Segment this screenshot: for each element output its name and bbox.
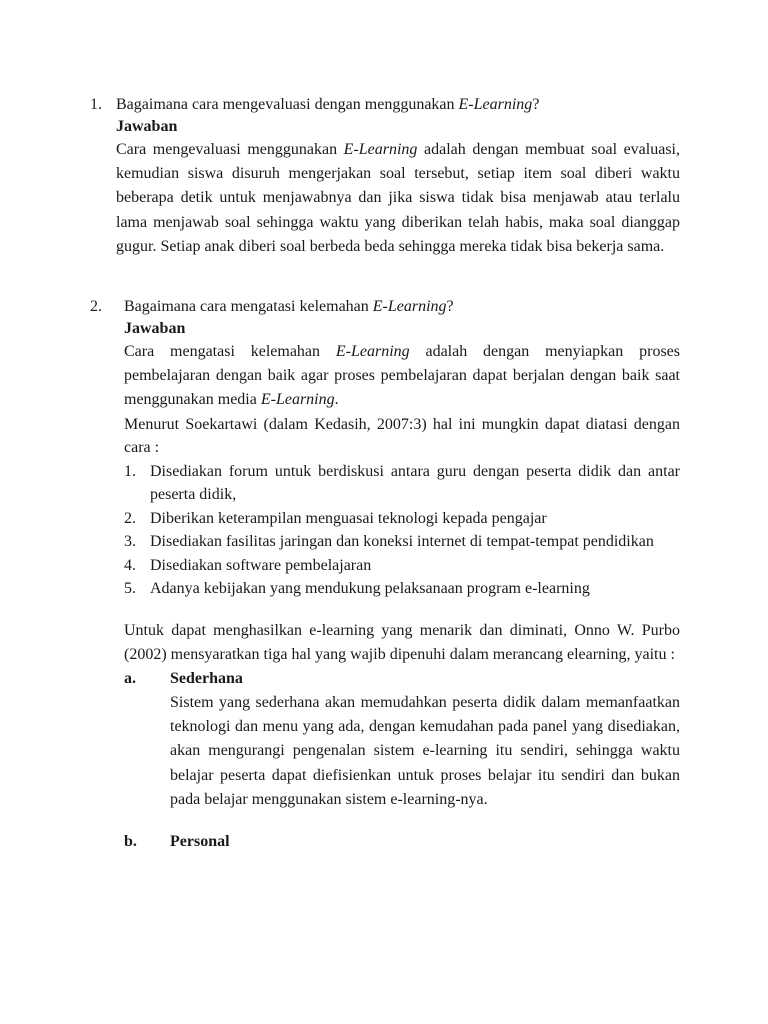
citation-paragraph: Menurut Soekartawi (dalam Kedasih, 2007:3) hal ini mungkin dapat diatasi dengan cara : <box>124 415 680 457</box>
list-item <box>124 530 680 554</box>
question-text <box>124 296 454 318</box>
question-number: 2. <box>90 298 102 315</box>
criteria-title: Personal <box>170 833 230 851</box>
list-number: 4. <box>124 556 136 574</box>
list-text: Adanya kebijakan yang mendukung pelaksanaan program e-learning <box>150 580 590 598</box>
question-emphasis: E-Learning <box>372 298 447 315</box>
question-1 <box>90 94 680 259</box>
answer-emphasis: E-Learning <box>260 391 335 409</box>
intro-paragraph: Untuk dapat menghasilkan e-learning yang menarik dan diminati, Onno W. Purbo (2002) mensyaratkan tiga hal yang wajib dipenuhi dalam merancang elearning, yaitu : <box>124 621 680 663</box>
question-text-part: ? <box>532 96 540 113</box>
answer-text-part: Cara mengatasi kelemahan <box>124 343 336 360</box>
answer-1 <box>116 116 680 259</box>
question-text <box>116 94 539 116</box>
steps-list <box>124 460 680 601</box>
answer-2 <box>124 318 680 854</box>
question-text-part: Bagaimana cara mengatasi kelemahan <box>124 298 373 315</box>
criteria-letter: b. <box>124 833 137 851</box>
answer-text-part: Cara mengevaluasi menggunakan <box>116 141 344 158</box>
list-item <box>124 577 680 601</box>
question-1-heading <box>90 94 680 116</box>
list-item <box>124 507 680 531</box>
question-text-part: Bagaimana cara mengevaluasi dengan menggunakan <box>116 96 459 113</box>
list-text: Disediakan forum untuk berdiskusi antara guru dengan peserta didik dan antar peserta didik, <box>150 462 680 504</box>
list-item <box>124 460 680 507</box>
question-2-heading <box>90 296 680 318</box>
list-number: 2. <box>124 509 136 527</box>
criteria-heading-b <box>124 830 680 854</box>
answer-paragraph <box>124 340 680 413</box>
list-item <box>124 554 680 578</box>
list-text: Diberikan keterampilan menguasai teknologi kepada pengajar <box>150 509 547 527</box>
spacer <box>124 812 680 830</box>
question-emphasis: E-Learning <box>458 96 533 113</box>
answer-label: Jawaban <box>124 320 186 337</box>
question-2 <box>90 296 680 854</box>
answer-label: Jawaban <box>116 118 178 135</box>
answer-emphasis: E-Learning <box>335 343 410 360</box>
spacer <box>124 601 680 619</box>
list-number: 5. <box>124 580 136 598</box>
list-text: Disediakan software pembelajaran <box>150 556 372 574</box>
list-number: 1. <box>124 462 136 480</box>
list-number: 3. <box>124 533 136 551</box>
question-text-part: ? <box>446 298 454 315</box>
criteria-letter: a. <box>124 670 136 688</box>
answer-emphasis: E-Learning <box>343 141 418 158</box>
answer-paragraph <box>116 138 680 259</box>
criteria-title: Sederhana <box>170 670 243 688</box>
criteria-text: Sistem yang sederhana akan memudahkan peserta didik dalam memanfaatkan teknologi dan menu yang ada, dengan kemudahan pada panel yang disediakan, akan mengurangi pengenalan sistem e-learning itu sendiri, sehingga waktu belajar peserta dapat diefisienkan untuk proses belajar itu sendiri dan bukan pada belajar menggunakan sistem e-learning-nya. <box>170 694 680 808</box>
criteria-heading-a <box>124 667 680 691</box>
question-number: 1. <box>90 96 102 113</box>
answer-text-part: adalah dengan menyiapkan proses pembelajaran dengan baik agar proses pembelajaran dapat berjalan dengan baik saat menggunakan media <box>124 343 680 409</box>
list-text: Disediakan fasilitas jaringan dan koneksi internet di tempat-tempat pendidikan <box>150 533 654 551</box>
answer-text-part: . <box>334 391 339 409</box>
answer-text-part: adalah dengan membuat soal evaluasi, kemudian siswa disuruh mengerjakan soal tersebut, setiap item soal diberi waktu beberapa detik untuk menjawabnya dan jika siswa tidak bisa menjawab atau terlalu lama menjawab soal sehingga waktu yang diberikan telah habis, maka soal dianggap gugur. Setiap anak diberi soal berbeda beda sehingga mereka tidak bisa bekerja sama. <box>116 141 681 255</box>
